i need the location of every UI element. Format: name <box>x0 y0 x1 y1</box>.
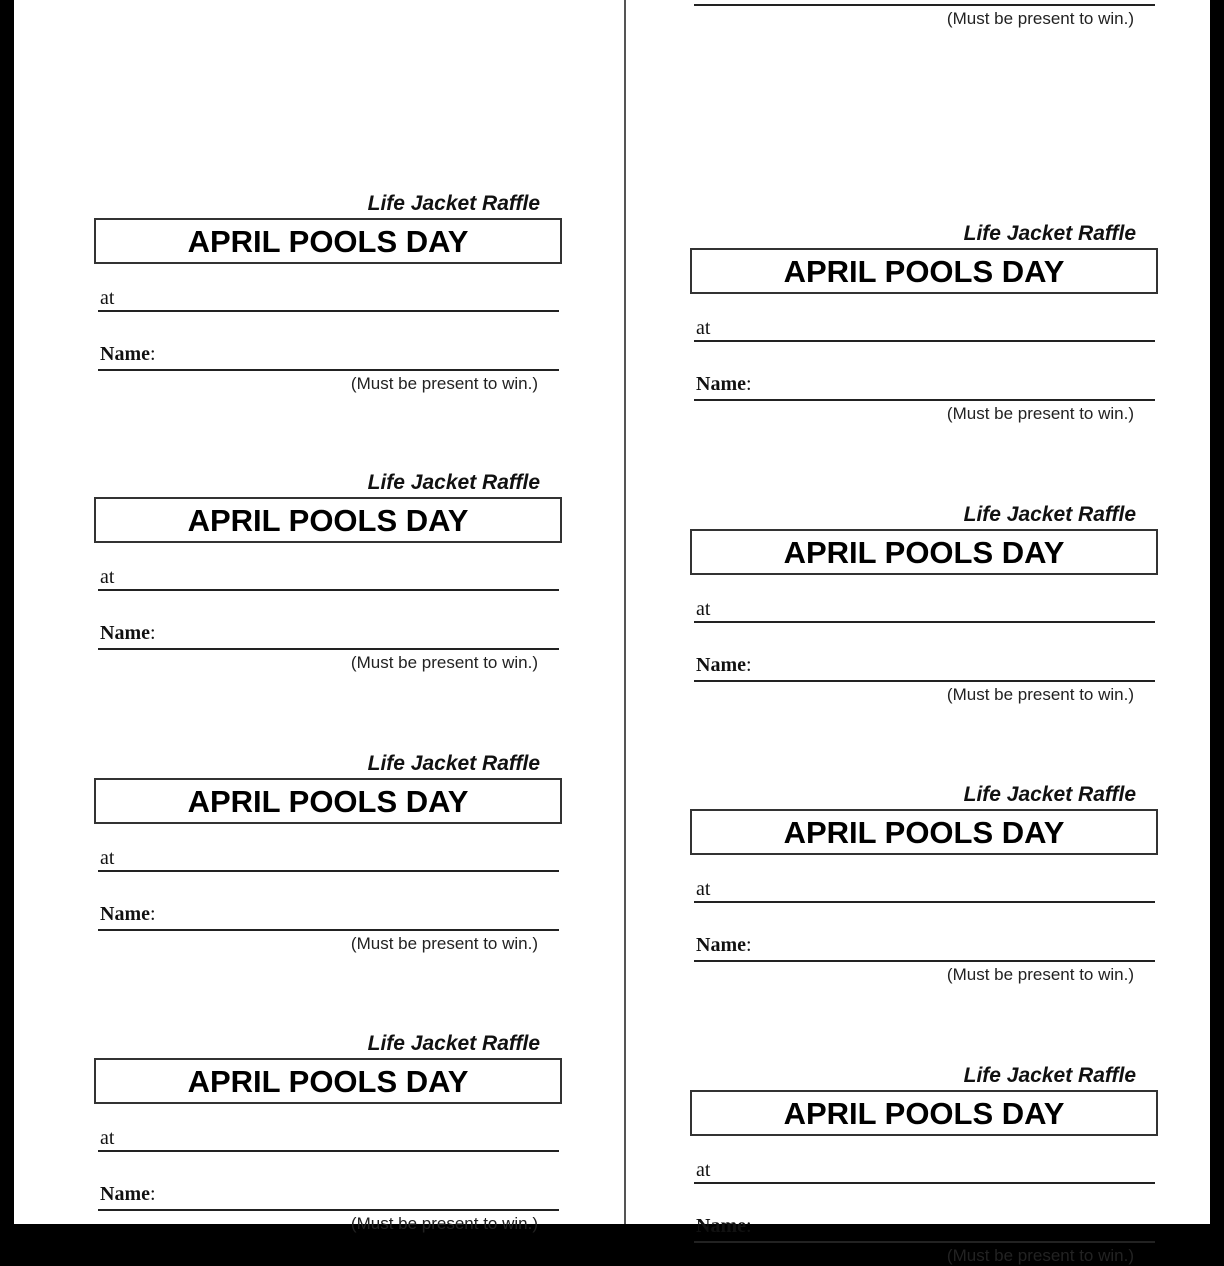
ticket-title: APRIL POOLS DAY <box>783 1096 1065 1131</box>
name-label-colon: : <box>149 622 156 644</box>
at-underline <box>98 1150 559 1152</box>
name-label <box>696 653 752 677</box>
name-label <box>100 342 156 366</box>
at-label: at <box>696 317 711 339</box>
name-label-text: Name <box>100 343 150 365</box>
right-ticket-column <box>690 0 1160 1265</box>
must-be-present-note: (Must be present to win.) <box>946 685 1134 704</box>
name-label <box>100 1182 156 1206</box>
name-label-colon: : <box>149 903 156 925</box>
name-label <box>696 1214 752 1238</box>
ticket-title-box <box>94 497 562 543</box>
raffle-ticket <box>94 752 564 952</box>
ticket-title-box <box>690 809 1158 855</box>
name-label-text: Name <box>100 903 150 925</box>
ticket-title: APRIL POOLS DAY <box>187 224 469 259</box>
ticket-title: APRIL POOLS DAY <box>187 784 469 819</box>
at-underline <box>98 870 559 872</box>
must-be-present-note: (Must be present to win.) <box>946 1246 1134 1265</box>
must-be-present-note: (Must be present to win.) <box>946 965 1134 984</box>
name-underline <box>98 369 559 371</box>
name-label-colon: : <box>745 654 752 676</box>
left-ticket-column <box>94 0 564 1233</box>
at-underline <box>694 621 1155 623</box>
at-label: at <box>696 1159 711 1181</box>
ticket-subtitle: Life Jacket Raffle <box>963 222 1136 245</box>
at-label: at <box>100 1127 115 1149</box>
name-label-colon: : <box>149 1183 156 1205</box>
ticket-subtitle: Life Jacket Raffle <box>963 1064 1136 1087</box>
at-underline <box>694 1182 1155 1184</box>
at-underline <box>98 310 559 312</box>
ticket-title-box <box>690 248 1158 294</box>
ticket-title-box <box>94 1058 562 1104</box>
raffle-ticket <box>690 1064 1160 1264</box>
at-label: at <box>696 598 711 620</box>
ticket-title: APRIL POOLS DAY <box>783 815 1065 850</box>
column-divider <box>624 0 626 1224</box>
name-label <box>696 372 752 396</box>
raffle-ticket <box>690 783 1160 983</box>
ticket-title: APRIL POOLS DAY <box>187 503 469 538</box>
must-be-present-note: (Must be present to win.) <box>350 653 538 672</box>
ticket-title: APRIL POOLS DAY <box>783 535 1065 570</box>
name-label-colon: : <box>745 934 752 956</box>
raffle-ticket <box>94 471 564 671</box>
ticket-title-box <box>690 529 1158 575</box>
name-label-text: Name <box>696 373 746 395</box>
at-label: at <box>100 847 115 869</box>
raffle-ticket <box>690 222 1160 422</box>
at-underline <box>694 901 1155 903</box>
at-underline <box>98 589 559 591</box>
ticket-title-box <box>690 1090 1158 1136</box>
name-underline <box>694 680 1155 682</box>
ticket-subtitle: Life Jacket Raffle <box>963 783 1136 806</box>
name-label-colon: : <box>745 1215 752 1237</box>
name-label-text: Name <box>696 1215 746 1237</box>
at-label: at <box>100 287 115 309</box>
must-be-present-note: (Must be present to win.) <box>946 9 1134 28</box>
ticket-title-box <box>94 778 562 824</box>
name-label-colon: : <box>745 373 752 395</box>
name-label <box>696 933 752 957</box>
name-label <box>696 0 752 1</box>
ticket-title: APRIL POOLS DAY <box>783 254 1065 289</box>
name-label-colon: : <box>149 343 156 365</box>
must-be-present-note: (Must be present to win.) <box>350 934 538 953</box>
name-underline <box>98 648 559 650</box>
must-be-present-note: (Must be present to win.) <box>350 374 538 393</box>
name-underline <box>694 4 1155 6</box>
ticket-title: APRIL POOLS DAY <box>187 1064 469 1099</box>
ticket-subtitle: Life Jacket Raffle <box>367 752 540 775</box>
name-label-text: Name <box>100 1183 150 1205</box>
name-label-text: Name <box>100 622 150 644</box>
name-underline <box>98 929 559 931</box>
raffle-ticket <box>94 192 564 392</box>
ticket-title-box <box>94 218 562 264</box>
name-underline <box>694 1241 1155 1243</box>
name-underline <box>694 399 1155 401</box>
raffle-ticket <box>94 1032 564 1232</box>
ticket-subtitle: Life Jacket Raffle <box>367 471 540 494</box>
at-label: at <box>100 566 115 588</box>
must-be-present-note: (Must be present to win.) <box>946 404 1134 423</box>
must-be-present-note: (Must be present to win.) <box>350 1214 538 1233</box>
raffle-ticket-sheet <box>14 0 1210 1265</box>
ticket-subtitle: Life Jacket Raffle <box>963 503 1136 526</box>
name-underline <box>98 1209 559 1211</box>
name-label-text: Name <box>696 654 746 676</box>
raffle-ticket <box>690 0 1160 27</box>
name-label-text: Name <box>696 934 746 956</box>
at-underline <box>694 340 1155 342</box>
ticket-subtitle: Life Jacket Raffle <box>367 192 540 215</box>
name-label <box>100 902 156 926</box>
name-underline <box>694 960 1155 962</box>
must-be-present-note <box>351 0 538 1</box>
raffle-ticket <box>690 503 1160 703</box>
name-label <box>100 621 156 645</box>
at-label: at <box>696 878 711 900</box>
ticket-subtitle: Life Jacket Raffle <box>367 1032 540 1055</box>
